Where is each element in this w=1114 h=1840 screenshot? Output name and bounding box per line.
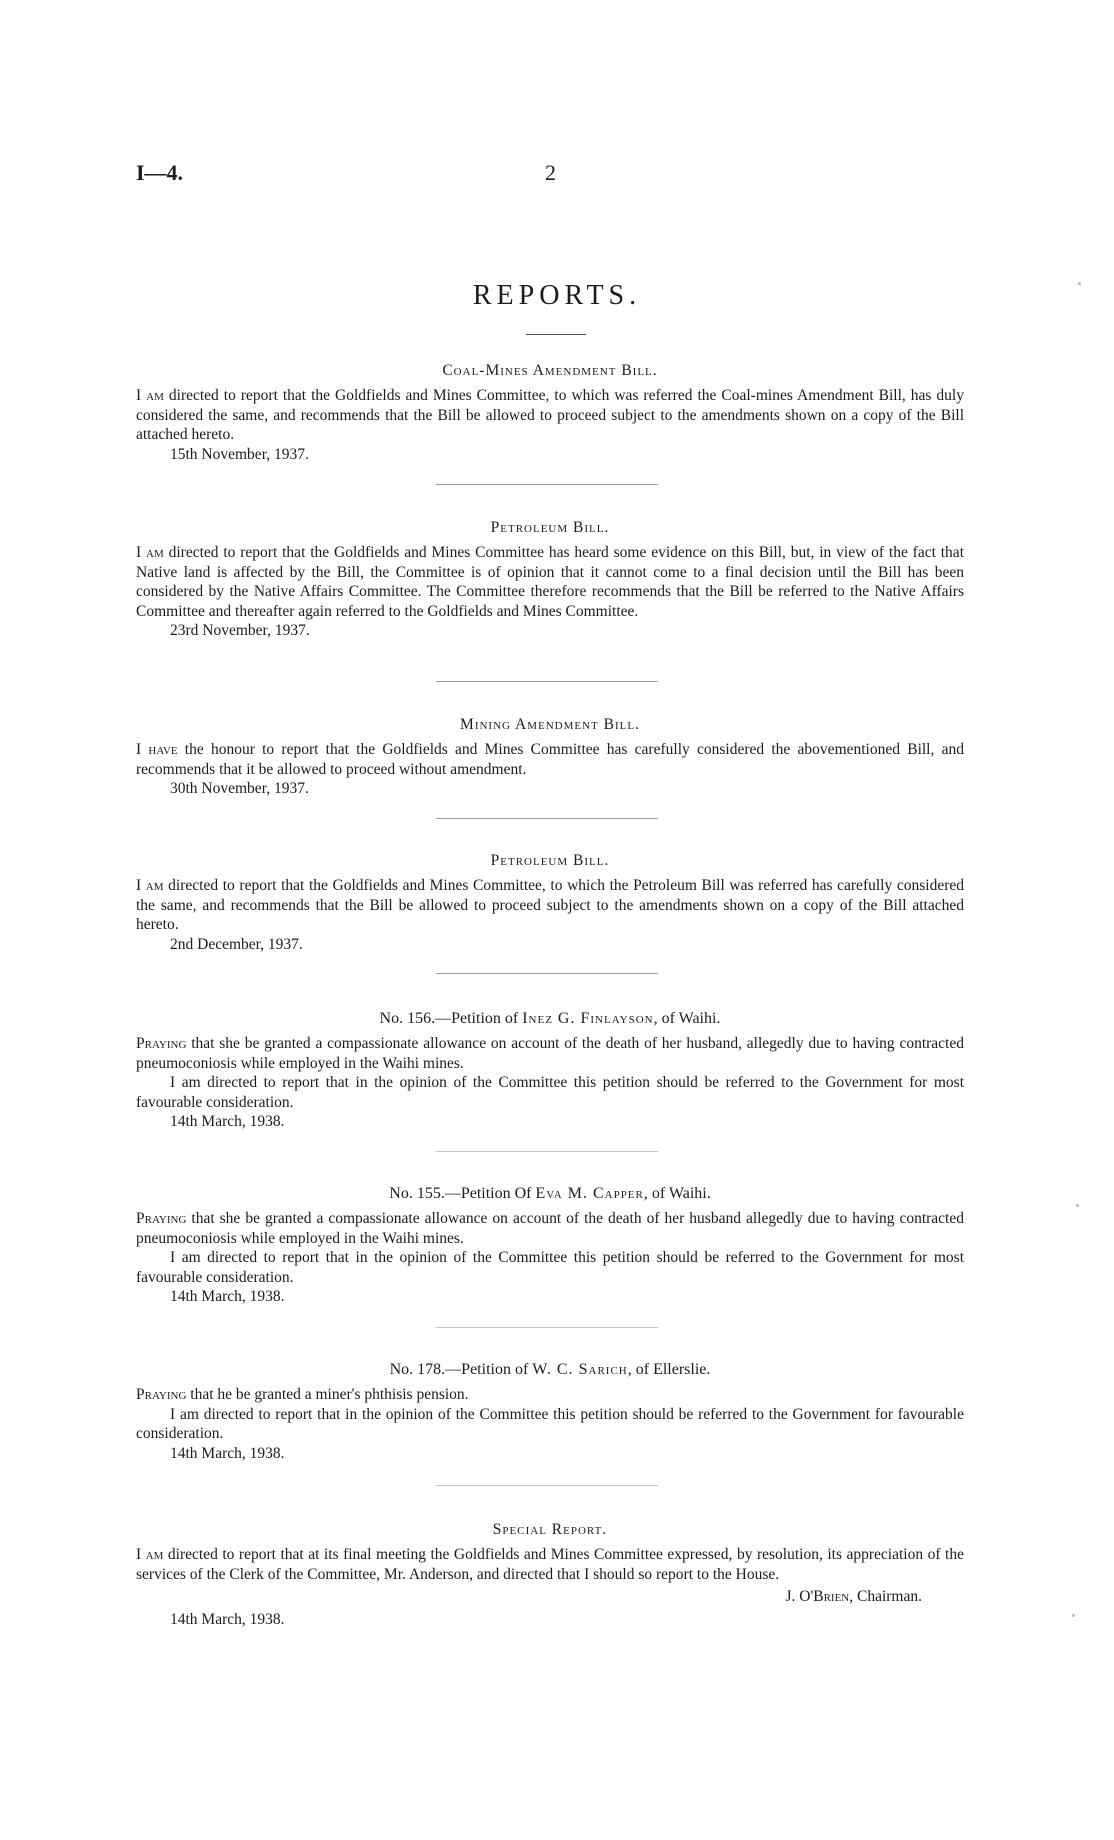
report-lead: I am (136, 544, 164, 561)
report-title: Petroleum Bill. (490, 852, 610, 869)
petition-prayer: that she be granted a compassionate allowance on account of the death of her husband allegedly due to having contracted pneumoconiosis while employed in the Waihi mines. (136, 1210, 964, 1247)
petition-title (136, 1361, 964, 1379)
petition-title (136, 1010, 964, 1028)
section-divider (436, 1485, 658, 1486)
report-date: 2nd December, 1937. (170, 935, 303, 953)
report-lead: I am (136, 387, 164, 404)
section-divider (436, 818, 658, 819)
report-petroleum-bill-second (136, 852, 964, 954)
report-mining-amendment-bill (136, 716, 964, 799)
report-lead: I am (136, 1546, 164, 1563)
petition-number: No. 178.—Petition of (389, 1361, 533, 1378)
scan-speck (1078, 282, 1081, 285)
report-lead: I am (136, 877, 164, 894)
petition-lead: Praying (136, 1035, 187, 1052)
report-date: 23rd November, 1937. (170, 622, 310, 639)
scan-speck (1076, 1204, 1079, 1207)
report-date: 15th November, 1937. (170, 445, 309, 463)
petitioner-name: Eva M. Capper (535, 1185, 644, 1202)
petition-location: , of Ellerslie. (627, 1361, 711, 1378)
report-title: Mining Amendment Bill. (460, 716, 640, 733)
section-divider (436, 484, 658, 485)
petition-date: 14th March, 1938. (170, 1444, 285, 1462)
petition-location: , of Waihi. (643, 1185, 711, 1202)
petitioner-name: Inez G. Finlayson (522, 1010, 654, 1027)
title-rule (526, 334, 586, 335)
petition-lead: Praying (136, 1386, 187, 1403)
scan-speck (1072, 1614, 1075, 1617)
petitioner-name: W. C. Sarich (532, 1361, 628, 1378)
document-reference: I—4. (136, 160, 184, 185)
section-divider (436, 1151, 658, 1152)
report-body: directed to report that at its final meeting the Goldfields and Mines Committee expressed, by resolution, its appreciation of the services of the Clerk of the Committee, Mr. Anderson, and directed that I should so report to the House. (136, 1546, 964, 1583)
petition-recommendation: I am directed to report that in the opinion of the Committee this petition should be referred to the Government for most favourable consideration. (136, 1074, 964, 1111)
signatory-name: J. O'Brien (785, 1588, 850, 1605)
petition-156 (136, 1010, 964, 1132)
report-petroleum-bill (136, 519, 964, 641)
petition-date: 14th March, 1938. (170, 1288, 285, 1305)
petition-155 (136, 1185, 964, 1307)
report-body: directed to report that the Goldfields and Mines Committee, to which was referred the Coal-mines Amendment Bill, has duly considered the same, and recommends that the Bill be allowed to proceed subject to the amendments shown on a copy of the Bill attached hereto. (136, 387, 964, 443)
signatory-role: , Chairman. (849, 1588, 922, 1605)
section-divider (436, 1327, 658, 1328)
special-report (136, 1521, 964, 1630)
section-divider (436, 681, 658, 682)
petition-lead: Praying (136, 1210, 187, 1227)
petition-prayer: that he be granted a miner's phthisis pension. (186, 1386, 469, 1403)
section-divider (436, 973, 658, 974)
petition-178 (136, 1361, 964, 1463)
petition-title (136, 1185, 964, 1203)
petition-date: 14th March, 1938. (170, 1113, 285, 1130)
petition-recommendation: I am directed to report that in the opinion of the Committee this petition should be referred to the Government for most favourable consideration. (136, 1249, 964, 1286)
report-body: the honour to report that the Goldfields and Mines Committee has carefully considered the abovementioned Bill, and recommends that it be allowed to proceed without amendment. (136, 741, 964, 778)
report-coal-mines-amendment-bill (136, 362, 964, 464)
report-date: 14th March, 1938. (170, 1611, 285, 1628)
report-date: 30th November, 1937. (170, 780, 309, 797)
petition-prayer: that she be granted a compassionate allowance on account of the death of her husband, allegedly due to having contracted pneumoconiosis while employed in the Waihi mines. (136, 1035, 964, 1072)
report-title: Special Report. (492, 1521, 608, 1538)
page-title: REPORTS. (472, 280, 642, 311)
report-lead: I have (136, 741, 178, 758)
petition-recommendation: I am directed to report that in the opinion of the Committee this petition should be referred to the Government for favourable consideration. (136, 1405, 964, 1442)
report-title: Coal-Mines Amendment Bill. (442, 362, 658, 379)
page-number: 2 (545, 160, 556, 185)
petition-location: , of Waihi. (653, 1010, 721, 1027)
petition-number: No. 156.—Petition of (379, 1010, 523, 1027)
signature (136, 1588, 964, 1606)
report-body: directed to report that the Goldfields and Mines Committee, to which the Petroleum Bill was referred has carefully considered the same, and recommends that the Bill be allowed to proceed subject to the amendments shown on a copy of the Bill attached hereto. (136, 877, 964, 933)
petition-number: No. 155.—Petition Of (389, 1185, 536, 1202)
report-title: Petroleum Bill. (490, 519, 610, 536)
report-body: directed to report that the Goldfields and Mines Committee has heard some evidence on this Bill, but, in view of the fact that Native land is affected by the Bill, the Committee is of opinion that it cannot come to a final decision until the Bill has been considered by the Native Affairs Committee. The Committee therefore recommends that the Bill be referred to the Native Affairs Committee and thereafter again referred to the Goldfields and Mines Committee. (136, 544, 964, 620)
